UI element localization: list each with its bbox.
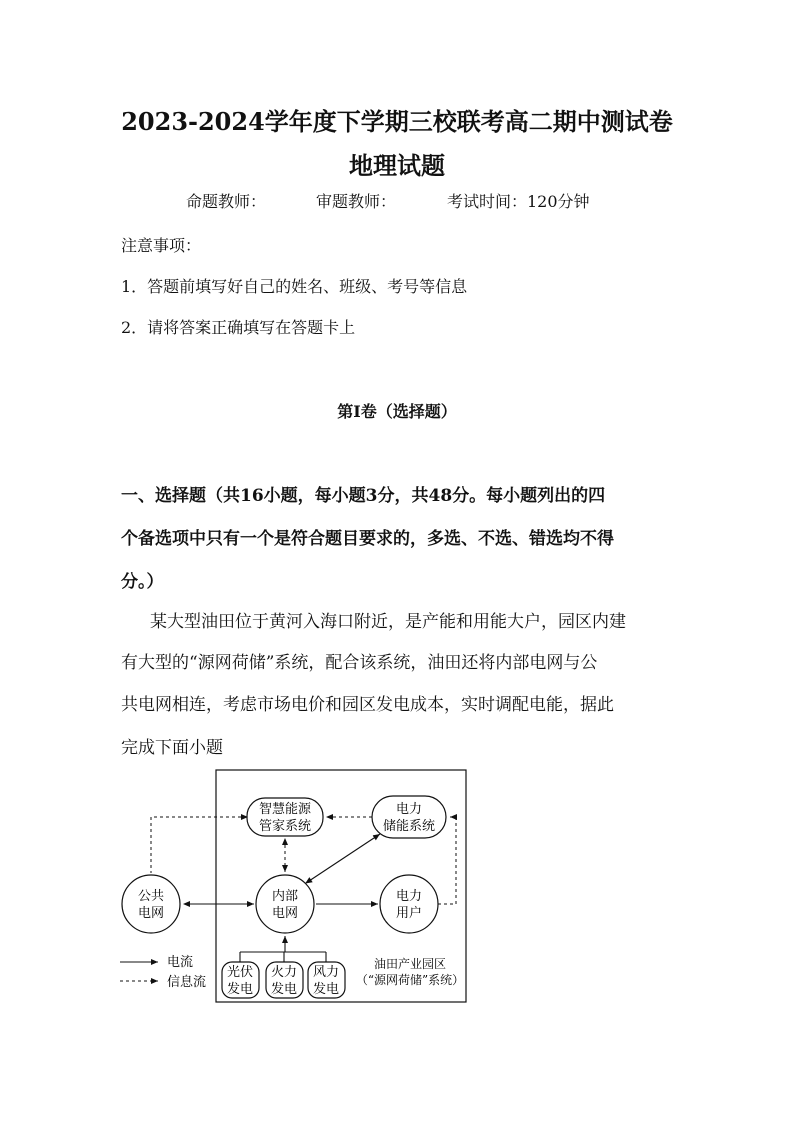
solar-label-2: 发电 — [226, 982, 254, 997]
thermal-label-1: 火力 — [270, 965, 298, 980]
internal-grid-label-2: 电网 — [271, 906, 299, 921]
exam-title: 2023-2024学年度下学期三校联考高二期中测试卷 — [121, 107, 673, 136]
smart-energy-label-2: 管家系统 — [258, 819, 312, 834]
passage-line: 完成下面小题 — [121, 738, 223, 758]
notes-heading: 注意事项： — [121, 236, 202, 255]
legend-info-label: 信息流 — [167, 975, 207, 990]
public-grid-label-1: 公共 — [137, 889, 165, 904]
note-item: 1．答题前填写好自己的姓名、班级、考号等信息 — [121, 277, 468, 296]
internal-grid-node — [256, 875, 314, 933]
passage-line: 某大型油田位于黄河入海口附近，是产能和用能大户，园区内建 — [150, 612, 626, 632]
public-grid-label-2: 电网 — [137, 906, 165, 921]
reviewer-label: 审题教师： — [316, 192, 397, 211]
thermal-label-2: 发电 — [270, 982, 298, 997]
subject-title: 地理试题 — [349, 151, 445, 180]
public-grid-node — [122, 875, 180, 933]
solar-label-1: 光伏 — [226, 965, 254, 980]
instruction-line: 一、选择题（共16小题，每小题3分，共48分。每小题列出的四 — [121, 486, 606, 506]
power-users-label-2: 用户 — [395, 906, 423, 921]
internal-storage-current — [306, 834, 380, 883]
passage-line: 共电网相连，考虑市场电价和园区发电成本，实时调配电能，据此 — [121, 695, 614, 715]
wind-label-1: 风力 — [312, 965, 340, 980]
smart-energy-label-1: 智慧能源 — [258, 802, 312, 817]
section-title: 第I卷（选择题） — [337, 402, 457, 421]
storage-label-1: 电力 — [395, 802, 423, 817]
park-label-1: 油田产业园区 — [373, 957, 447, 971]
power-users-label-1: 电力 — [395, 889, 423, 904]
legend-current-label: 电流 — [167, 955, 194, 970]
public-info-flow — [151, 817, 247, 873]
park-label-2: （“源网荷储”系统） — [355, 973, 465, 987]
instruction-line: 个备选项中只有一个是符合题目要求的，多选、不选、错选均不得 — [121, 529, 614, 549]
internal-grid-label-1: 内部 — [271, 889, 299, 904]
note-item: 2．请将答案正确填写在答题卡上 — [121, 318, 356, 337]
instruction-line: 分。） — [121, 572, 164, 592]
power-users-node — [380, 875, 438, 933]
passage-line: 有大型的“源网荷储”系统，配合该系统，油田还将内部电网与公 — [121, 653, 598, 673]
wind-label-2: 发电 — [312, 982, 340, 997]
storage-label-2: 储能系统 — [382, 819, 436, 834]
exam-time: 考试时间：120分钟 — [447, 192, 590, 211]
proposer-label: 命题教师： — [186, 192, 267, 211]
